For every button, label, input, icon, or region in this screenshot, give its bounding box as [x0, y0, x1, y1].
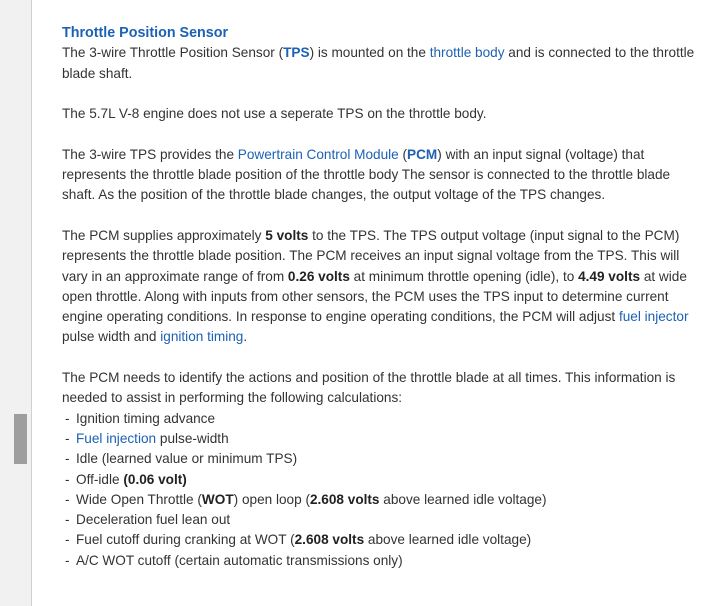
list-dash: - — [65, 430, 70, 446]
text: Off-idle — [76, 471, 124, 487]
paragraph-engine-note: The 5.7L V-8 engine does not use a seperate TPS on the throttle body. — [62, 106, 487, 122]
list-dash: - — [65, 552, 70, 568]
text: to the TPS. The TPS output voltage (input signal to the PCM) represents the throttle blade position. The PCM receives an input signal voltage from the TPS. This will vary in an approximate range of from — [62, 227, 680, 284]
text: Deceleration fuel lean out — [76, 512, 231, 528]
list-dash: - — [65, 512, 70, 528]
text: ( — [398, 146, 408, 162]
paragraph-calculations-intro: The PCM needs to identify the actions and position of the throttle blade at all times. This information is needed to assist in performing the following calculations: — [62, 370, 676, 406]
powertrain-control-module-link[interactable]: Powertrain Control Module — [237, 146, 399, 162]
text: at minimum throttle opening (idle), to — [349, 268, 579, 284]
article-panel — [31, 0, 710, 606]
text: above learned idle voltage) — [364, 532, 532, 548]
list-item — [62, 470, 702, 490]
text: The 3-wire TPS provides the — [62, 146, 238, 162]
text: Fuel cutoff during cranking at WOT ( — [76, 532, 295, 548]
list-dash: - — [65, 410, 70, 426]
bold-value: 0.26 volts — [287, 268, 350, 284]
bold-value: 4.49 volts — [578, 268, 641, 284]
text: . — [243, 329, 248, 345]
text: Ignition timing advance — [76, 410, 216, 426]
text: ) is mounted on the — [309, 45, 430, 61]
section-title: Throttle Position Sensor — [62, 25, 229, 41]
text: Wide Open Throttle ( — [76, 491, 202, 507]
list-item — [62, 551, 702, 571]
paragraph-voltage-range — [62, 226, 702, 348]
list-item — [62, 510, 702, 530]
bold-value: 2.608 volts — [309, 491, 380, 507]
scrollbar-thumb[interactable] — [14, 414, 27, 464]
paragraph-tps-intro — [62, 43, 702, 84]
list-dash: - — [65, 471, 70, 487]
list-dash: - — [65, 532, 70, 548]
text: at wide open throttle. Along with inputs from other sensors, the PCM uses the TPS input to determine current engine operating conditions. In response to engine operating conditions, the PCM will adjust — [62, 268, 687, 325]
list-item — [62, 490, 702, 510]
text: and is connected to the throttle blade shaft. — [62, 45, 695, 81]
list-item — [62, 449, 702, 469]
tps-abbreviation: TPS — [283, 45, 310, 61]
text: The PCM supplies approximately — [62, 227, 266, 243]
calculations-list — [62, 409, 702, 571]
text: pulse width and — [62, 329, 161, 345]
text: pulse-width — [156, 430, 229, 446]
list-dash: - — [65, 491, 70, 507]
fuel-injector-link[interactable]: fuel injector — [618, 309, 689, 325]
text: A/C WOT cutoff (certain automatic transmissions only) — [76, 552, 403, 568]
list-dash: - — [65, 451, 70, 467]
text: ) open loop ( — [233, 491, 310, 507]
list-item — [62, 429, 702, 449]
list-item — [62, 409, 702, 429]
bold-value: WOT — [201, 491, 234, 507]
text: The 3-wire Throttle Position Sensor ( — [62, 45, 284, 61]
ignition-timing-link[interactable]: ignition timing — [160, 329, 244, 345]
throttle-body-link[interactable]: throttle body — [429, 45, 505, 61]
pcm-abbreviation: PCM — [407, 146, 438, 162]
text: ) with an input signal (voltage) that represents the throttle blade position of the throttle body The sensor is connected to the throttle blade shaft. As the position of the throttle blade changes, the output voltage of the TPS changes. — [62, 146, 671, 203]
article-body — [62, 23, 702, 571]
fuel-injection-link[interactable]: Fuel injection — [76, 430, 157, 446]
bold-value: 5 volts — [265, 227, 309, 243]
bold-value: (0.06 volt) — [123, 471, 187, 487]
text: Idle (learned value or minimum TPS) — [76, 451, 298, 467]
bold-value: 2.608 volts — [294, 532, 365, 548]
list-item — [62, 530, 702, 550]
text: above learned idle voltage) — [379, 491, 547, 507]
paragraph-pcm-signal — [62, 145, 702, 206]
